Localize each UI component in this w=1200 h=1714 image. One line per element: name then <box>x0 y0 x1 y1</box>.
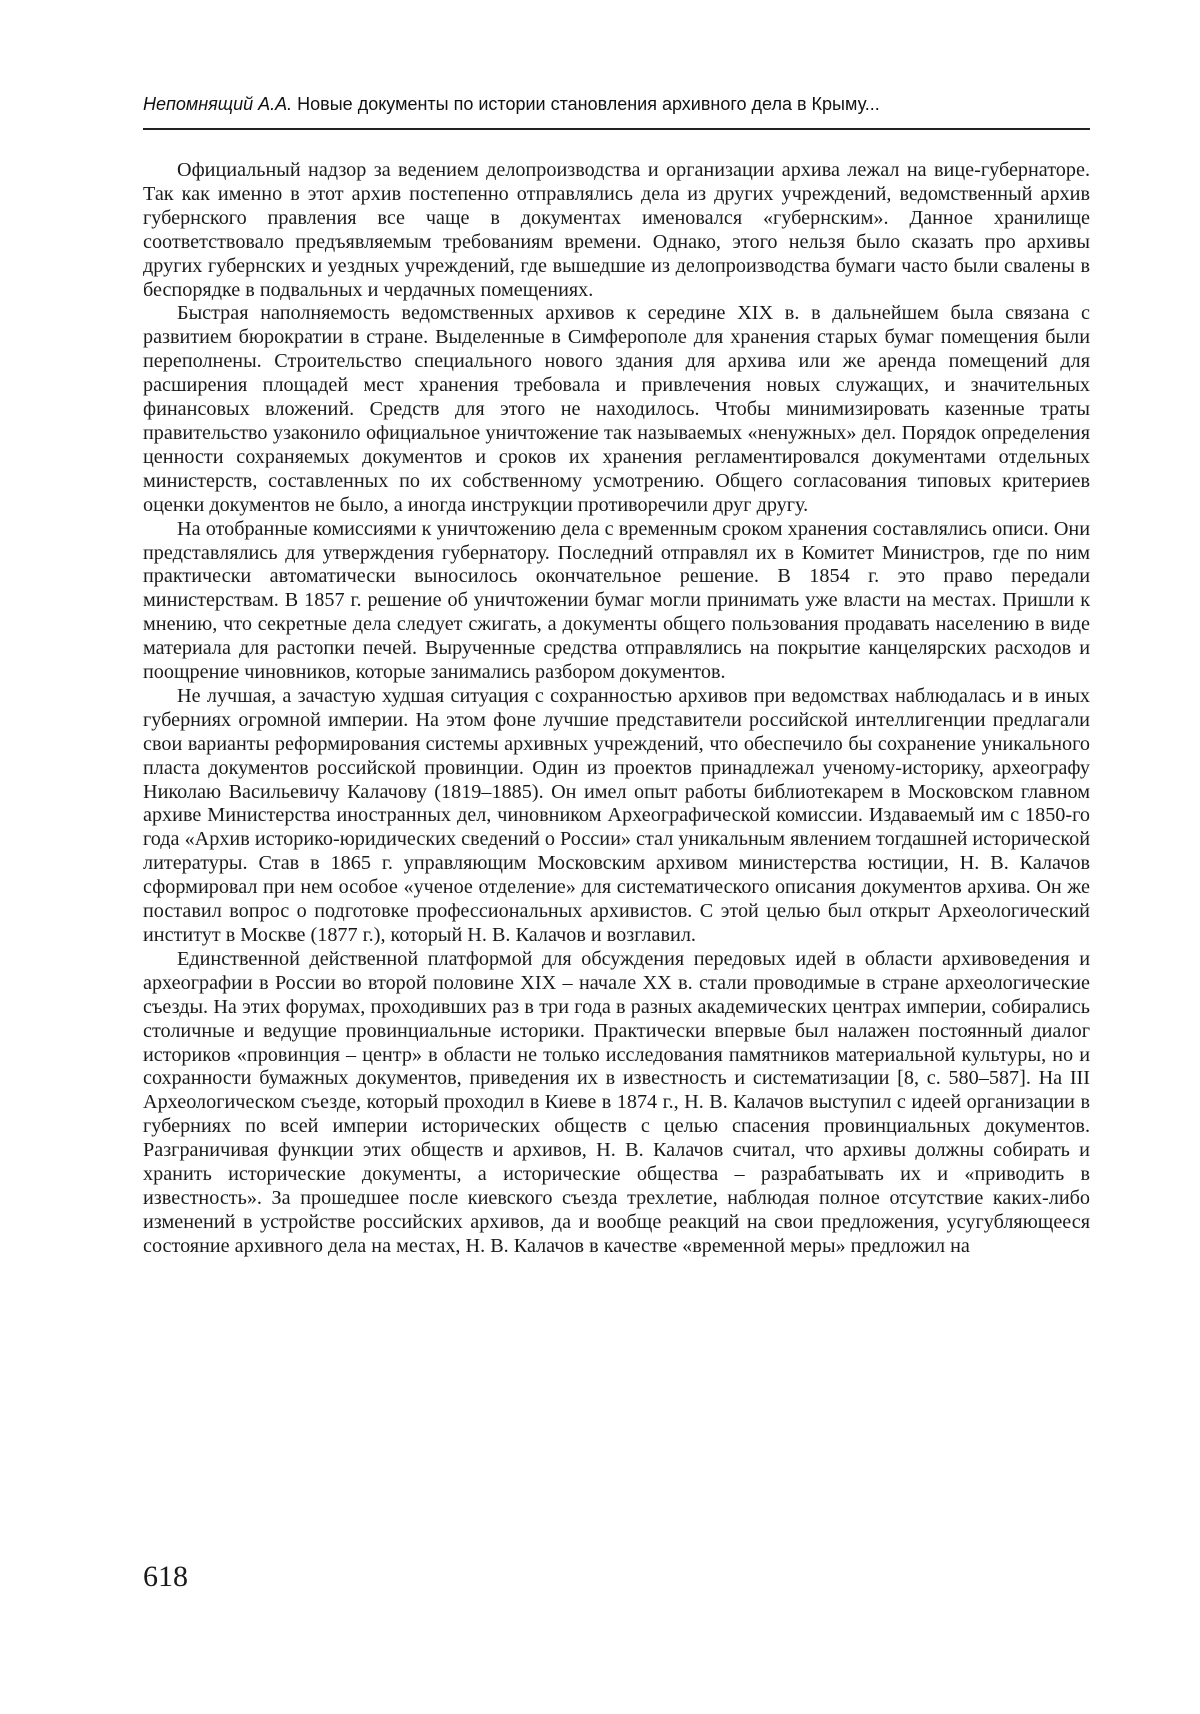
paragraph-3: На отобранные комиссиями к уничтожению дела с временным сроком хранения составлялись описи. Они представлялись для утверждения губернатору. Последний отправлял их в Комитет Министров, где по ним практически автоматически выносилось окончательное решение. В 1854 г. это право передали министерствам. В 1857 г. решение об уничтожении бумаг могли принимать уже власти на местах. Пришли к мнению, что секретные дела следует сжигать, а документы общего пользования продавать населению в виде материала для растопки печей. Вырученные средства отправлялись на покрытие канцелярских расходов и поощрение чиновников, которые занимались разбором документов. <box>143 517 1090 684</box>
running-header <box>143 92 1090 116</box>
article-body <box>143 159 1090 1259</box>
header-title: Новые документы по истории становления архивного дела в Крыму... <box>297 94 880 114</box>
header-author: Непомнящий А.А. <box>143 94 293 114</box>
paragraph-5: Единственной действенной платформой для обсуждения передовых идей в области архивоведения и археографии в России во второй половине XIX – начале XX в. стали проводимые в стране археологические съезды. На этих форумах, проходивших раз в три года в разных академических центрах империи, собирались столичные и ведущие провинциальные историки. Практически впервые был налажен постоянный диалог историков «провинция – центр» в области не только исследования памятников материальной культуры, но и сохранности бумажных документов, приведения их в известность и систематизации [8, с. 580–587]. На III Археологическом съезде, который проходил в Киеве в 1874 г., Н. В. Калачов выступил с идеей организации в губерниях по всей империи исторических обществ с целью спасения провинциальных документов. Разграничивая функции этих обществ и архивов, Н. В. Калачов считал, что архивы должны собирать и хранить исторические документы, а исторические общества – разрабатывать их и «приводить в известность». За прошедшее после киевского съезда трехлетие, наблюдая полное отсутствие каких-либо изменений в устройстве российских архивов, да и вообще реакций на свои предложения, усугубляющееся состояние архивного дела на местах, Н. В. Калачов в качестве «временной меры» предложил на <box>143 947 1090 1257</box>
paragraph-4: Не лучшая, а зачастую худшая ситуация с сохранностью архивов при ведомствах наблюдалась и в иных губерниях огромной империи. На этом фоне лучшие представители российской интеллигенции предлагали свои варианты реформирования системы архивных учреждений, что обеспечило бы сохранение уникального пласта документов российской провинции. Один из проектов принадлежал ученому-историку, археографу Николаю Васильевичу Калачову (1819–1885). Он имел опыт работы библиотекарем в Московском главном архиве Министерства иностранных дел, чиновником Археографической комиссии. Издаваемый им с 1850-го года «Архив историко-юридических сведений о России» стал уникальным явлением тогдашней исторической литературы. Став в 1865 г. управляющим Московским архивом министерства юстиции, Н. В. Калачов сформировал при нем особое «ученое отделение» для систематического описания документов архива. Он же поставил вопрос о подготовке профессиональных архивистов. С этой целью был открыт Археологический институт в Москве (1877 г.), который Н. В. Калачов и возглавил. <box>143 684 1090 946</box>
header-rule <box>143 128 1090 130</box>
page-number: 618 <box>143 1560 188 1593</box>
paragraph-1: Официальный надзор за ведением делопроизводства и организации архива лежал на вице-губернаторе. Так как именно в этот архив постепенно отправлялись дела из других учреждений, ведомственный архив губернского правления все чаще в документах именовался «губернским». Данное хранилище соответствовало предъявляемым требованиям времени. Однако, этого нельзя было сказать про архивы других губернских и уездных учреждений, где вышедшие из делопроизводства бумаги часто были свалены в беспорядке в подвальных и чердачных помещениях. <box>143 159 1090 301</box>
paragraph-2: Быстрая наполняемость ведомственных архивов к середине XIX в. в дальнейшем была связана с развитием бюрократии в стране. Выделенные в Симферополе для хранения старых бумаг помещения были переполнены. Строительство специального нового здания для архива или же аренда помещений для расширения площадей мест хранения требовала и привлечения новых служащих, и значительных финансовых вложений. Средств для этого не находилось. Чтобы минимизировать казенные траты правительство узаконило официальное уничтожение так называемых «ненужных» дел. Порядок определения ценности сохраняемых документов и сроков их хранения регламентировался документами отдельных министерств, составленных по их собственному усмотрению. Общего согласования типовых критериев оценки документов не было, а иногда инструкции противоречили друг другу. <box>143 302 1090 516</box>
